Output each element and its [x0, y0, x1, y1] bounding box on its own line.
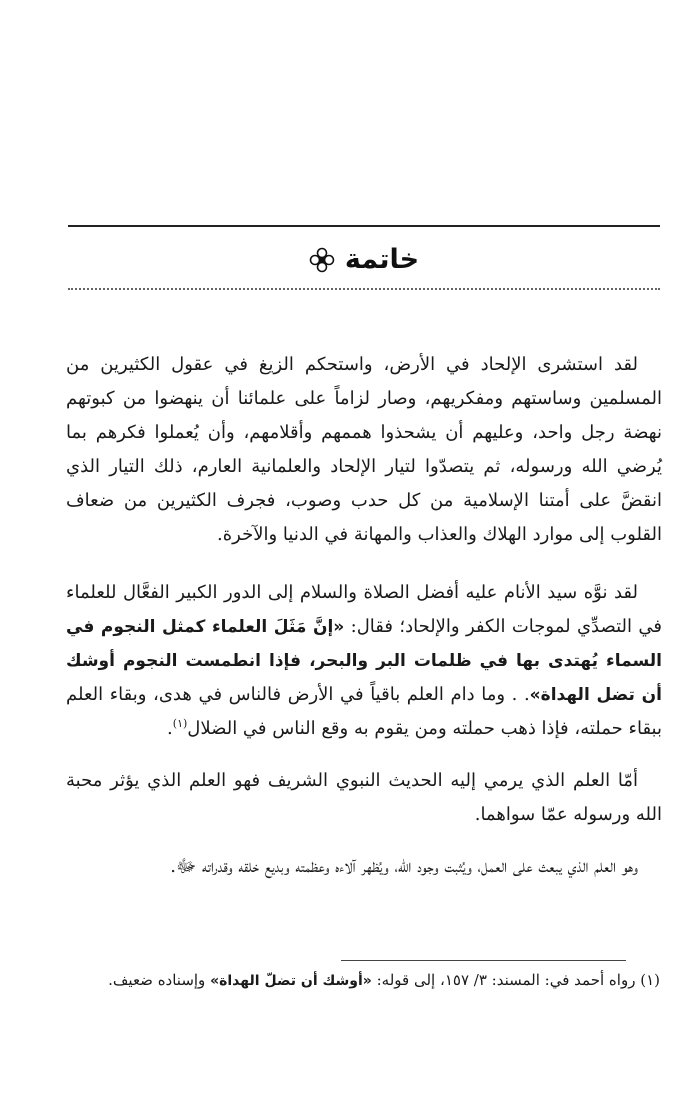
paragraph-2 [66, 576, 662, 746]
paragraph-3: أمّا العلم الذي يرمي إليه الحديث النبوي الشريف فهو العلم الذي يؤثر محبة الله ورسوله عمّا سواهما. [66, 770, 662, 825]
top-rule [68, 225, 660, 227]
paragraph-4: وهو العلم الذي يبعث على العمل، ويُثبت وجود الله، ويُظهر آلاءه وعظمته وبديع خلقه وقدراته ﷻ. [170, 856, 638, 877]
paragraph-1: لقد استشرى الإلحاد في الأرض، واستحكم الزيغ في عقول الكثيرين من المسلمين وساستهم ومفكريهم، وصار لزاماً على علمائنا أن ينهضوا من كبوتهم نهضة رجل واحد، وعليهم أن يشحذوا هممهم وأقلامهم، وأن يُعملوا فكرهم بما يُرضي الله ورسوله، ثم يتصدّوا لتيار الإلحاد والعلمانية العارم، ذلك التيار الذي انقضَّ على أمتنا الإسلامية من كل حدب وصوب، فجرف الكثيرين من ضعاف القلوب إلى موارد الهلاك والعذاب والمهانة في الدنيا والآخرة. [66, 354, 662, 545]
hadith-quote: «إنَّ مَثَلَ العلماء كمثل النجوم في السماء يُهتدى بها في ظلمات البر والبحر، فإذا انطمست النجوم أوشك أن تضل الهداة» [66, 617, 662, 705]
paragraph-2-rest: . . وما دام العلم باقياً في الأرض فالناس في هدى، وبقاء العلم ببقاء حملته، فإذا ذهب حملته ومن يقوم به وقع الناس في الضلال [66, 684, 662, 739]
paragraph-2-intro: لقد نوَّه سيد الأنام عليه أفضل الصلاة والسلام إلى الدور الكبير الفعَّال للعلماء في التصدِّي لموجات الكفر والإلحاد؛ فقال: [66, 582, 662, 637]
chapter-title: خاتمة [344, 244, 420, 275]
chapter-body [66, 348, 662, 902]
footnote [68, 968, 660, 994]
footnote-text-after: وإسناده ضعيف. [108, 971, 211, 989]
footnote-number: (١) [640, 971, 660, 989]
footnote-reference: (١) [172, 717, 188, 730]
decorative-dotted-rule [68, 288, 660, 290]
footnote-quote: «أوشك أن تضلّ الهداة» [210, 973, 372, 989]
floral-ornament-icon [309, 247, 335, 273]
chapter-heading [68, 240, 660, 280]
footnote-text-before: رواه أحمد في: المسند: ٣/ ١٥٧، إلى قوله: [371, 971, 636, 989]
paragraph-2-end: . [167, 718, 173, 739]
footnote-separator [341, 960, 626, 961]
